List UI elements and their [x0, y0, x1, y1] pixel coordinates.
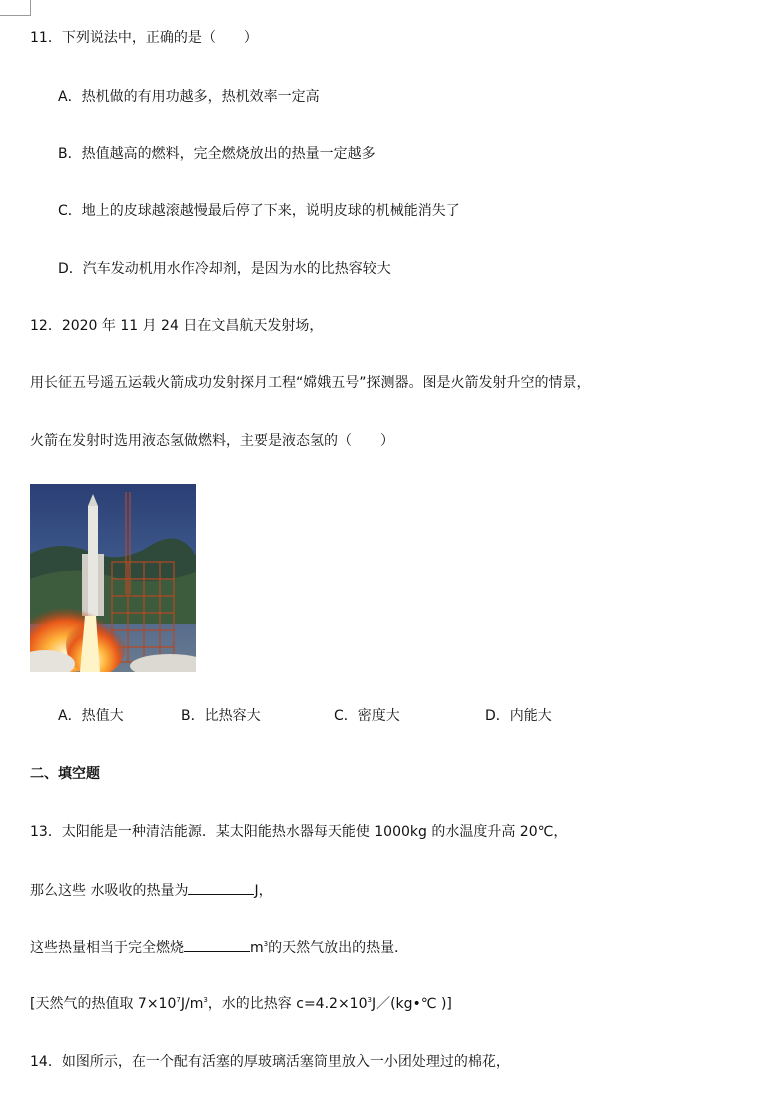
q13-blank-heat[interactable]	[188, 880, 254, 895]
q13-given-exp-1: 7	[176, 996, 181, 1004]
q13-blank-volume[interactable]	[184, 937, 250, 952]
section-title: 二、填空题	[30, 766, 100, 782]
q13-given-part-c: ，水的比热容 c=4.2×10	[207, 996, 368, 1012]
q12-stem-line-1: 12．2020 年 11 月 24 日在文昌航天发射场，	[30, 318, 324, 334]
q13-given-part-a: [天然气的热值取 7×10	[30, 996, 177, 1012]
q12-options-row	[0, 707, 782, 725]
q13-line3-unit: m	[250, 940, 264, 956]
q13-line3-rest: 的天然气放出的热量．	[268, 940, 409, 956]
q13-line3-text: 这些热量相当于完全燃烧	[30, 940, 184, 956]
q13-line3-unit-exponent: 3	[263, 940, 269, 948]
q11-option-a[interactable]: A．热机做的有用功越多，热机效率一定高	[58, 89, 320, 105]
q12-option-a[interactable]: A．热值大	[58, 708, 124, 724]
q13-given-exp-2: 3	[203, 996, 208, 1004]
q12-stem-line-2: 用长征五号遥五运载火箭成功发射探月工程“嫦娥五号”探测器。图是火箭发射升空的情景，	[30, 375, 591, 391]
q13-given-exp-3: 3	[367, 996, 372, 1004]
q12-stem-line-3: 火箭在发射时选用液态氢做燃料，主要是液态氢的（ ）	[30, 433, 394, 449]
q13-stem-line-3	[30, 937, 408, 957]
q13-line2-text: 那么这些 水吸收的热量为	[30, 883, 189, 899]
q13-stem-line-2	[30, 880, 273, 900]
q12-option-c[interactable]: C．密度大	[334, 708, 400, 724]
q13-line2-unit: J，	[254, 883, 273, 899]
q11-option-d[interactable]: D．汽车发动机用水作冷却剂，是因为水的比热容较大	[58, 261, 391, 277]
q12-option-d[interactable]: D．内能大	[485, 708, 552, 724]
q13-given-part-d: J／(kg•℃ )]	[371, 996, 452, 1012]
q13-given-values	[30, 995, 452, 1013]
rocket-launch-image	[30, 484, 196, 672]
q11-option-b[interactable]: B．热值越高的燃料，完全燃烧放出的热量一定越多	[58, 146, 376, 162]
q13-given-part-b: J/m	[180, 996, 204, 1012]
q13-stem-line-1: 13．太阳能是一种清洁能源．某太阳能热水器每天能使 1000kg 的水温度升高 20℃，	[30, 824, 568, 840]
q11-stem: 11．下列说法中，正确的是（ ）	[30, 30, 258, 46]
q14-stem-line-1: 14．如图所示，在一个配有活塞的厚玻璃活塞筒里放入一小团处理过的棉花，	[30, 1054, 510, 1070]
q12-option-b[interactable]: B．比热容大	[181, 708, 261, 724]
q11-option-c[interactable]: C．地上的皮球越滚越慢最后停了下来，说明皮球的机械能消失了	[58, 203, 460, 219]
page-corner-mark	[0, 0, 31, 16]
